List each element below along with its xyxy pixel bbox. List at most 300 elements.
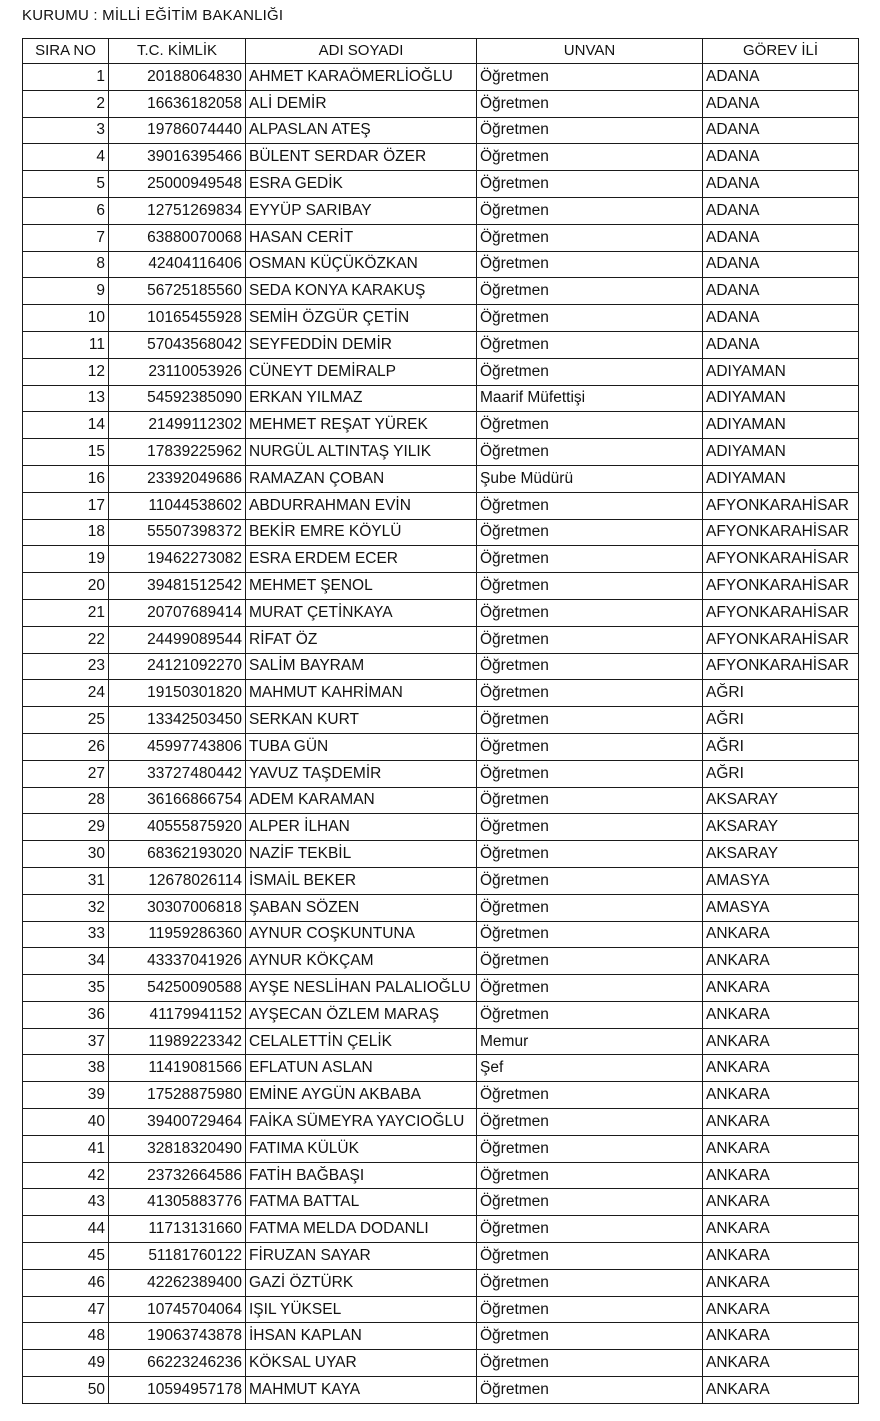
adi-soyadi-cell: ESRA GEDİK <box>246 171 477 198</box>
sira-no-cell: 11 <box>23 331 109 358</box>
tc-kimlik-cell: 63880070068 <box>109 224 246 251</box>
sira-no-cell: 17 <box>23 492 109 519</box>
table-row <box>23 787 859 814</box>
tc-kimlik-cell: 55507398372 <box>109 519 246 546</box>
sira-no-cell: 19 <box>23 546 109 573</box>
unvan-cell: Öğretmen <box>477 814 703 841</box>
table-row <box>23 733 859 760</box>
adi-soyadi-cell: İHSAN KAPLAN <box>246 1323 477 1350</box>
tc-kimlik-cell: 51181760122 <box>109 1243 246 1270</box>
gorev-ili-cell: ANKARA <box>703 1269 859 1296</box>
tc-kimlik-cell: 39481512542 <box>109 573 246 600</box>
unvan-cell: Öğretmen <box>477 278 703 305</box>
gorev-ili-cell: ADIYAMAN <box>703 385 859 412</box>
table-row <box>23 1323 859 1350</box>
table-row <box>23 224 859 251</box>
unvan-cell: Öğretmen <box>477 1135 703 1162</box>
unvan-cell: Maarif Müfettişi <box>477 385 703 412</box>
adi-soyadi-cell: AYŞE NESLİHAN PALALIOĞLU <box>246 975 477 1002</box>
adi-soyadi-cell: AYŞECAN ÖZLEM MARAŞ <box>246 1001 477 1028</box>
gorev-ili-cell: AĞRI <box>703 680 859 707</box>
gorev-ili-cell: ANKARA <box>703 1162 859 1189</box>
table-row <box>23 707 859 734</box>
table-row <box>23 171 859 198</box>
unvan-cell: Öğretmen <box>477 1001 703 1028</box>
gorev-ili-cell: AKSARAY <box>703 787 859 814</box>
unvan-cell: Öğretmen <box>477 1162 703 1189</box>
sira-no-cell: 14 <box>23 412 109 439</box>
column-header-tc-kimlik: T.C. KİMLİK <box>109 39 246 64</box>
sira-no-cell: 25 <box>23 707 109 734</box>
gorev-ili-cell: AFYONKARAHİSAR <box>703 626 859 653</box>
institution-title: KURUMU : MİLLİ EĞİTİM BAKANLIĞI <box>22 7 284 24</box>
tc-kimlik-cell: 19063743878 <box>109 1323 246 1350</box>
sira-no-cell: 27 <box>23 760 109 787</box>
adi-soyadi-cell: ALİ DEMİR <box>246 90 477 117</box>
unvan-cell: Memur <box>477 1028 703 1055</box>
tc-kimlik-cell: 23110053926 <box>109 358 246 385</box>
unvan-cell: Öğretmen <box>477 492 703 519</box>
sira-no-cell: 31 <box>23 867 109 894</box>
gorev-ili-cell: ADANA <box>703 64 859 91</box>
adi-soyadi-cell: SALİM BAYRAM <box>246 653 477 680</box>
adi-soyadi-cell: EMİNE AYGÜN AKBABA <box>246 1082 477 1109</box>
sira-no-cell: 46 <box>23 1269 109 1296</box>
table-row <box>23 492 859 519</box>
gorev-ili-cell: ADIYAMAN <box>703 412 859 439</box>
table-row <box>23 278 859 305</box>
gorev-ili-cell: AFYONKARAHİSAR <box>703 546 859 573</box>
tc-kimlik-cell: 10594957178 <box>109 1377 246 1404</box>
tc-kimlik-cell: 24499089544 <box>109 626 246 653</box>
gorev-ili-cell: AFYONKARAHİSAR <box>703 599 859 626</box>
gorev-ili-cell: ADANA <box>703 90 859 117</box>
sira-no-cell: 4 <box>23 144 109 171</box>
tc-kimlik-cell: 10745704064 <box>109 1296 246 1323</box>
gorev-ili-cell: AĞRI <box>703 733 859 760</box>
sira-no-cell: 6 <box>23 197 109 224</box>
gorev-ili-cell: AFYONKARAHİSAR <box>703 492 859 519</box>
header-row <box>23 39 859 64</box>
column-header-gorev-ili: GÖREV İLİ <box>703 39 859 64</box>
tc-kimlik-cell: 66223246236 <box>109 1350 246 1377</box>
unvan-cell: Öğretmen <box>477 867 703 894</box>
adi-soyadi-cell: RİFAT ÖZ <box>246 626 477 653</box>
sira-no-cell: 13 <box>23 385 109 412</box>
tc-kimlik-cell: 39016395466 <box>109 144 246 171</box>
unvan-cell: Öğretmen <box>477 412 703 439</box>
gorev-ili-cell: AMASYA <box>703 867 859 894</box>
unvan-cell: Öğretmen <box>477 653 703 680</box>
table-row <box>23 841 859 868</box>
gorev-ili-cell: ANKARA <box>703 1055 859 1082</box>
sira-no-cell: 15 <box>23 439 109 466</box>
adi-soyadi-cell: ALPER İLHAN <box>246 814 477 841</box>
adi-soyadi-cell: FAİKA SÜMEYRA YAYCIOĞLU <box>246 1109 477 1136</box>
sira-no-cell: 3 <box>23 117 109 144</box>
gorev-ili-cell: AFYONKARAHİSAR <box>703 653 859 680</box>
gorev-ili-cell: ADANA <box>703 278 859 305</box>
adi-soyadi-cell: FATİH BAĞBAŞI <box>246 1162 477 1189</box>
adi-soyadi-cell: FATMA MELDA DODANLI <box>246 1216 477 1243</box>
unvan-cell: Öğretmen <box>477 117 703 144</box>
gorev-ili-cell: ANKARA <box>703 1082 859 1109</box>
gorev-ili-cell: ANKARA <box>703 1323 859 1350</box>
tc-kimlik-cell: 17528875980 <box>109 1082 246 1109</box>
adi-soyadi-cell: MEHMET ŞENOL <box>246 573 477 600</box>
tc-kimlik-cell: 36166866754 <box>109 787 246 814</box>
table-row <box>23 465 859 492</box>
sira-no-cell: 43 <box>23 1189 109 1216</box>
table-row <box>23 305 859 332</box>
adi-soyadi-cell: AYNUR COŞKUNTUNA <box>246 921 477 948</box>
adi-soyadi-cell: MAHMUT KAHRİMAN <box>246 680 477 707</box>
table-row <box>23 760 859 787</box>
tc-kimlik-cell: 39400729464 <box>109 1109 246 1136</box>
tc-kimlik-cell: 11713131660 <box>109 1216 246 1243</box>
table-row <box>23 519 859 546</box>
unvan-cell: Öğretmen <box>477 144 703 171</box>
gorev-ili-cell: ANKARA <box>703 1216 859 1243</box>
table-row <box>23 1135 859 1162</box>
tc-kimlik-cell: 12678026114 <box>109 867 246 894</box>
unvan-cell: Öğretmen <box>477 1269 703 1296</box>
adi-soyadi-cell: EYYÜP SARIBAY <box>246 197 477 224</box>
tc-kimlik-cell: 54592385090 <box>109 385 246 412</box>
tc-kimlik-cell: 45997743806 <box>109 733 246 760</box>
gorev-ili-cell: ADANA <box>703 171 859 198</box>
gorev-ili-cell: ANKARA <box>703 948 859 975</box>
adi-soyadi-cell: ŞABAN SÖZEN <box>246 894 477 921</box>
gorev-ili-cell: ADANA <box>703 117 859 144</box>
table-row <box>23 1109 859 1136</box>
table-row <box>23 1377 859 1404</box>
tc-kimlik-cell: 42404116406 <box>109 251 246 278</box>
unvan-cell: Öğretmen <box>477 305 703 332</box>
sira-no-cell: 23 <box>23 653 109 680</box>
adi-soyadi-cell: KÖKSAL UYAR <box>246 1350 477 1377</box>
unvan-cell: Öğretmen <box>477 171 703 198</box>
sira-no-cell: 22 <box>23 626 109 653</box>
table-row <box>23 331 859 358</box>
table-body <box>23 64 859 1404</box>
tc-kimlik-cell: 20188064830 <box>109 64 246 91</box>
unvan-cell: Öğretmen <box>477 948 703 975</box>
gorev-ili-cell: AKSARAY <box>703 841 859 868</box>
unvan-cell: Öğretmen <box>477 197 703 224</box>
tc-kimlik-cell: 40555875920 <box>109 814 246 841</box>
table-row <box>23 90 859 117</box>
sira-no-cell: 41 <box>23 1135 109 1162</box>
table-row <box>23 1055 859 1082</box>
gorev-ili-cell: ADANA <box>703 144 859 171</box>
adi-soyadi-cell: BÜLENT SERDAR ÖZER <box>246 144 477 171</box>
table-header <box>23 39 859 64</box>
table-row <box>23 653 859 680</box>
table-row <box>23 867 859 894</box>
unvan-cell: Öğretmen <box>477 573 703 600</box>
sira-no-cell: 47 <box>23 1296 109 1323</box>
tc-kimlik-cell: 43337041926 <box>109 948 246 975</box>
adi-soyadi-cell: NURGÜL ALTINTAŞ YILIK <box>246 439 477 466</box>
gorev-ili-cell: ANKARA <box>703 1109 859 1136</box>
gorev-ili-cell: ANKARA <box>703 921 859 948</box>
adi-soyadi-cell: RAMAZAN ÇOBAN <box>246 465 477 492</box>
sira-no-cell: 48 <box>23 1323 109 1350</box>
gorev-ili-cell: AFYONKARAHİSAR <box>703 573 859 600</box>
tc-kimlik-cell: 54250090588 <box>109 975 246 1002</box>
adi-soyadi-cell: FATMA BATTAL <box>246 1189 477 1216</box>
gorev-ili-cell: ANKARA <box>703 1243 859 1270</box>
column-header-unvan: UNVAN <box>477 39 703 64</box>
table-row <box>23 921 859 948</box>
gorev-ili-cell: ANKARA <box>703 975 859 1002</box>
sira-no-cell: 2 <box>23 90 109 117</box>
unvan-cell: Öğretmen <box>477 1082 703 1109</box>
gorev-ili-cell: AKSARAY <box>703 814 859 841</box>
table-row <box>23 1162 859 1189</box>
unvan-cell: Öğretmen <box>477 1109 703 1136</box>
tc-kimlik-cell: 19462273082 <box>109 546 246 573</box>
gorev-ili-cell: AMASYA <box>703 894 859 921</box>
sira-no-cell: 50 <box>23 1377 109 1404</box>
adi-soyadi-cell: BEKİR EMRE KÖYLÜ <box>246 519 477 546</box>
unvan-cell: Şef <box>477 1055 703 1082</box>
column-header-sira-no: SIRA NO <box>23 39 109 64</box>
table-row <box>23 1001 859 1028</box>
sira-no-cell: 45 <box>23 1243 109 1270</box>
sira-no-cell: 7 <box>23 224 109 251</box>
tc-kimlik-cell: 21499112302 <box>109 412 246 439</box>
adi-soyadi-cell: AYNUR KÖKÇAM <box>246 948 477 975</box>
sira-no-cell: 32 <box>23 894 109 921</box>
gorev-ili-cell: ANKARA <box>703 1135 859 1162</box>
gorev-ili-cell: ADIYAMAN <box>703 465 859 492</box>
sira-no-cell: 8 <box>23 251 109 278</box>
gorev-ili-cell: ANKARA <box>703 1296 859 1323</box>
table-row <box>23 1082 859 1109</box>
adi-soyadi-cell: ADEM KARAMAN <box>246 787 477 814</box>
unvan-cell: Öğretmen <box>477 1323 703 1350</box>
unvan-cell: Öğretmen <box>477 90 703 117</box>
unvan-cell: Öğretmen <box>477 1350 703 1377</box>
unvan-cell: Öğretmen <box>477 519 703 546</box>
unvan-cell: Öğretmen <box>477 975 703 1002</box>
sira-no-cell: 39 <box>23 1082 109 1109</box>
sira-no-cell: 33 <box>23 921 109 948</box>
unvan-cell: Öğretmen <box>477 1377 703 1404</box>
tc-kimlik-cell: 13342503450 <box>109 707 246 734</box>
table-row <box>23 117 859 144</box>
adi-soyadi-cell: ESRA ERDEM ECER <box>246 546 477 573</box>
unvan-cell: Öğretmen <box>477 787 703 814</box>
tc-kimlik-cell: 33727480442 <box>109 760 246 787</box>
sira-no-cell: 10 <box>23 305 109 332</box>
tc-kimlik-cell: 56725185560 <box>109 278 246 305</box>
sira-no-cell: 30 <box>23 841 109 868</box>
sira-no-cell: 16 <box>23 465 109 492</box>
gorev-ili-cell: ADIYAMAN <box>703 358 859 385</box>
table-row <box>23 358 859 385</box>
tc-kimlik-cell: 10165455928 <box>109 305 246 332</box>
gorev-ili-cell: ADANA <box>703 251 859 278</box>
table-row <box>23 573 859 600</box>
unvan-cell: Öğretmen <box>477 599 703 626</box>
sira-no-cell: 36 <box>23 1001 109 1028</box>
sira-no-cell: 35 <box>23 975 109 1002</box>
unvan-cell: Öğretmen <box>477 894 703 921</box>
sira-no-cell: 44 <box>23 1216 109 1243</box>
unvan-cell: Şube Müdürü <box>477 465 703 492</box>
unvan-cell: Öğretmen <box>477 546 703 573</box>
table-row <box>23 412 859 439</box>
table-row <box>23 948 859 975</box>
adi-soyadi-cell: AHMET KARAÖMERLİOĞLU <box>246 64 477 91</box>
unvan-cell: Öğretmen <box>477 1296 703 1323</box>
table-row <box>23 1216 859 1243</box>
table-row <box>23 385 859 412</box>
gorev-ili-cell: ANKARA <box>703 1350 859 1377</box>
sira-no-cell: 12 <box>23 358 109 385</box>
adi-soyadi-cell: YAVUZ TAŞDEMİR <box>246 760 477 787</box>
sira-no-cell: 1 <box>23 64 109 91</box>
adi-soyadi-cell: EFLATUN ASLAN <box>246 1055 477 1082</box>
table-row <box>23 1269 859 1296</box>
adi-soyadi-cell: TUBA GÜN <box>246 733 477 760</box>
table-row <box>23 251 859 278</box>
table-row <box>23 680 859 707</box>
tc-kimlik-cell: 41179941152 <box>109 1001 246 1028</box>
adi-soyadi-cell: MAHMUT KAYA <box>246 1377 477 1404</box>
gorev-ili-cell: AĞRI <box>703 707 859 734</box>
unvan-cell: Öğretmen <box>477 439 703 466</box>
gorev-ili-cell: ADANA <box>703 197 859 224</box>
adi-soyadi-cell: HASAN CERİT <box>246 224 477 251</box>
tc-kimlik-cell: 11959286360 <box>109 921 246 948</box>
adi-soyadi-cell: MURAT ÇETİNKAYA <box>246 599 477 626</box>
sira-no-cell: 28 <box>23 787 109 814</box>
table-row <box>23 1296 859 1323</box>
tc-kimlik-cell: 11989223342 <box>109 1028 246 1055</box>
sira-no-cell: 26 <box>23 733 109 760</box>
tc-kimlik-cell: 19150301820 <box>109 680 246 707</box>
table-row <box>23 1028 859 1055</box>
column-header-adi-soyadi: ADI SOYADI <box>246 39 477 64</box>
personnel-table <box>22 38 859 1404</box>
gorev-ili-cell: ANKARA <box>703 1028 859 1055</box>
gorev-ili-cell: ANKARA <box>703 1001 859 1028</box>
tc-kimlik-cell: 17839225962 <box>109 439 246 466</box>
table-row <box>23 64 859 91</box>
tc-kimlik-cell: 23732664586 <box>109 1162 246 1189</box>
gorev-ili-cell: ADANA <box>703 224 859 251</box>
adi-soyadi-cell: SEYFEDDİN DEMİR <box>246 331 477 358</box>
adi-soyadi-cell: MEHMET REŞAT YÜREK <box>246 412 477 439</box>
unvan-cell: Öğretmen <box>477 707 703 734</box>
tc-kimlik-cell: 42262389400 <box>109 1269 246 1296</box>
table-row <box>23 144 859 171</box>
gorev-ili-cell: ANKARA <box>703 1377 859 1404</box>
adi-soyadi-cell: FATIMA KÜLÜK <box>246 1135 477 1162</box>
sira-no-cell: 34 <box>23 948 109 975</box>
gorev-ili-cell: ADANA <box>703 305 859 332</box>
unvan-cell: Öğretmen <box>477 733 703 760</box>
sira-no-cell: 29 <box>23 814 109 841</box>
adi-soyadi-cell: OSMAN KÜÇÜKÖZKAN <box>246 251 477 278</box>
tc-kimlik-cell: 68362193020 <box>109 841 246 868</box>
adi-soyadi-cell: GAZİ ÖZTÜRK <box>246 1269 477 1296</box>
unvan-cell: Öğretmen <box>477 626 703 653</box>
sira-no-cell: 18 <box>23 519 109 546</box>
table-row <box>23 975 859 1002</box>
tc-kimlik-cell: 32818320490 <box>109 1135 246 1162</box>
table-row <box>23 1243 859 1270</box>
tc-kimlik-cell: 20707689414 <box>109 599 246 626</box>
sira-no-cell: 38 <box>23 1055 109 1082</box>
unvan-cell: Öğretmen <box>477 358 703 385</box>
unvan-cell: Öğretmen <box>477 841 703 868</box>
adi-soyadi-cell: SEDA KONYA KARAKUŞ <box>246 278 477 305</box>
adi-soyadi-cell: CÜNEYT DEMİRALP <box>246 358 477 385</box>
unvan-cell: Öğretmen <box>477 64 703 91</box>
unvan-cell: Öğretmen <box>477 921 703 948</box>
sira-no-cell: 37 <box>23 1028 109 1055</box>
adi-soyadi-cell: FİRUZAN SAYAR <box>246 1243 477 1270</box>
table-row <box>23 1189 859 1216</box>
unvan-cell: Öğretmen <box>477 224 703 251</box>
tc-kimlik-cell: 30307006818 <box>109 894 246 921</box>
adi-soyadi-cell: ALPASLAN ATEŞ <box>246 117 477 144</box>
tc-kimlik-cell: 16636182058 <box>109 90 246 117</box>
table-row <box>23 1350 859 1377</box>
sira-no-cell: 21 <box>23 599 109 626</box>
table-row <box>23 894 859 921</box>
gorev-ili-cell: ADANA <box>703 331 859 358</box>
gorev-ili-cell: AĞRI <box>703 760 859 787</box>
unvan-cell: Öğretmen <box>477 1216 703 1243</box>
unvan-cell: Öğretmen <box>477 760 703 787</box>
tc-kimlik-cell: 24121092270 <box>109 653 246 680</box>
tc-kimlik-cell: 12751269834 <box>109 197 246 224</box>
unvan-cell: Öğretmen <box>477 680 703 707</box>
table-row <box>23 599 859 626</box>
adi-soyadi-cell: IŞIL YÜKSEL <box>246 1296 477 1323</box>
table-row <box>23 546 859 573</box>
tc-kimlik-cell: 19786074440 <box>109 117 246 144</box>
tc-kimlik-cell: 23392049686 <box>109 465 246 492</box>
table-row <box>23 439 859 466</box>
tc-kimlik-cell: 25000949548 <box>109 171 246 198</box>
adi-soyadi-cell: SERKAN KURT <box>246 707 477 734</box>
adi-soyadi-cell: SEMİH ÖZGÜR ÇETİN <box>246 305 477 332</box>
tc-kimlik-cell: 41305883776 <box>109 1189 246 1216</box>
unvan-cell: Öğretmen <box>477 1243 703 1270</box>
unvan-cell: Öğretmen <box>477 1189 703 1216</box>
unvan-cell: Öğretmen <box>477 251 703 278</box>
adi-soyadi-cell: İSMAİL BEKER <box>246 867 477 894</box>
adi-soyadi-cell: ERKAN YILMAZ <box>246 385 477 412</box>
table-row <box>23 814 859 841</box>
tc-kimlik-cell: 57043568042 <box>109 331 246 358</box>
tc-kimlik-cell: 11044538602 <box>109 492 246 519</box>
sira-no-cell: 49 <box>23 1350 109 1377</box>
adi-soyadi-cell: CELALETTİN ÇELİK <box>246 1028 477 1055</box>
sira-no-cell: 5 <box>23 171 109 198</box>
gorev-ili-cell: AFYONKARAHİSAR <box>703 519 859 546</box>
adi-soyadi-cell: NAZİF TEKBİL <box>246 841 477 868</box>
sira-no-cell: 42 <box>23 1162 109 1189</box>
sira-no-cell: 20 <box>23 573 109 600</box>
